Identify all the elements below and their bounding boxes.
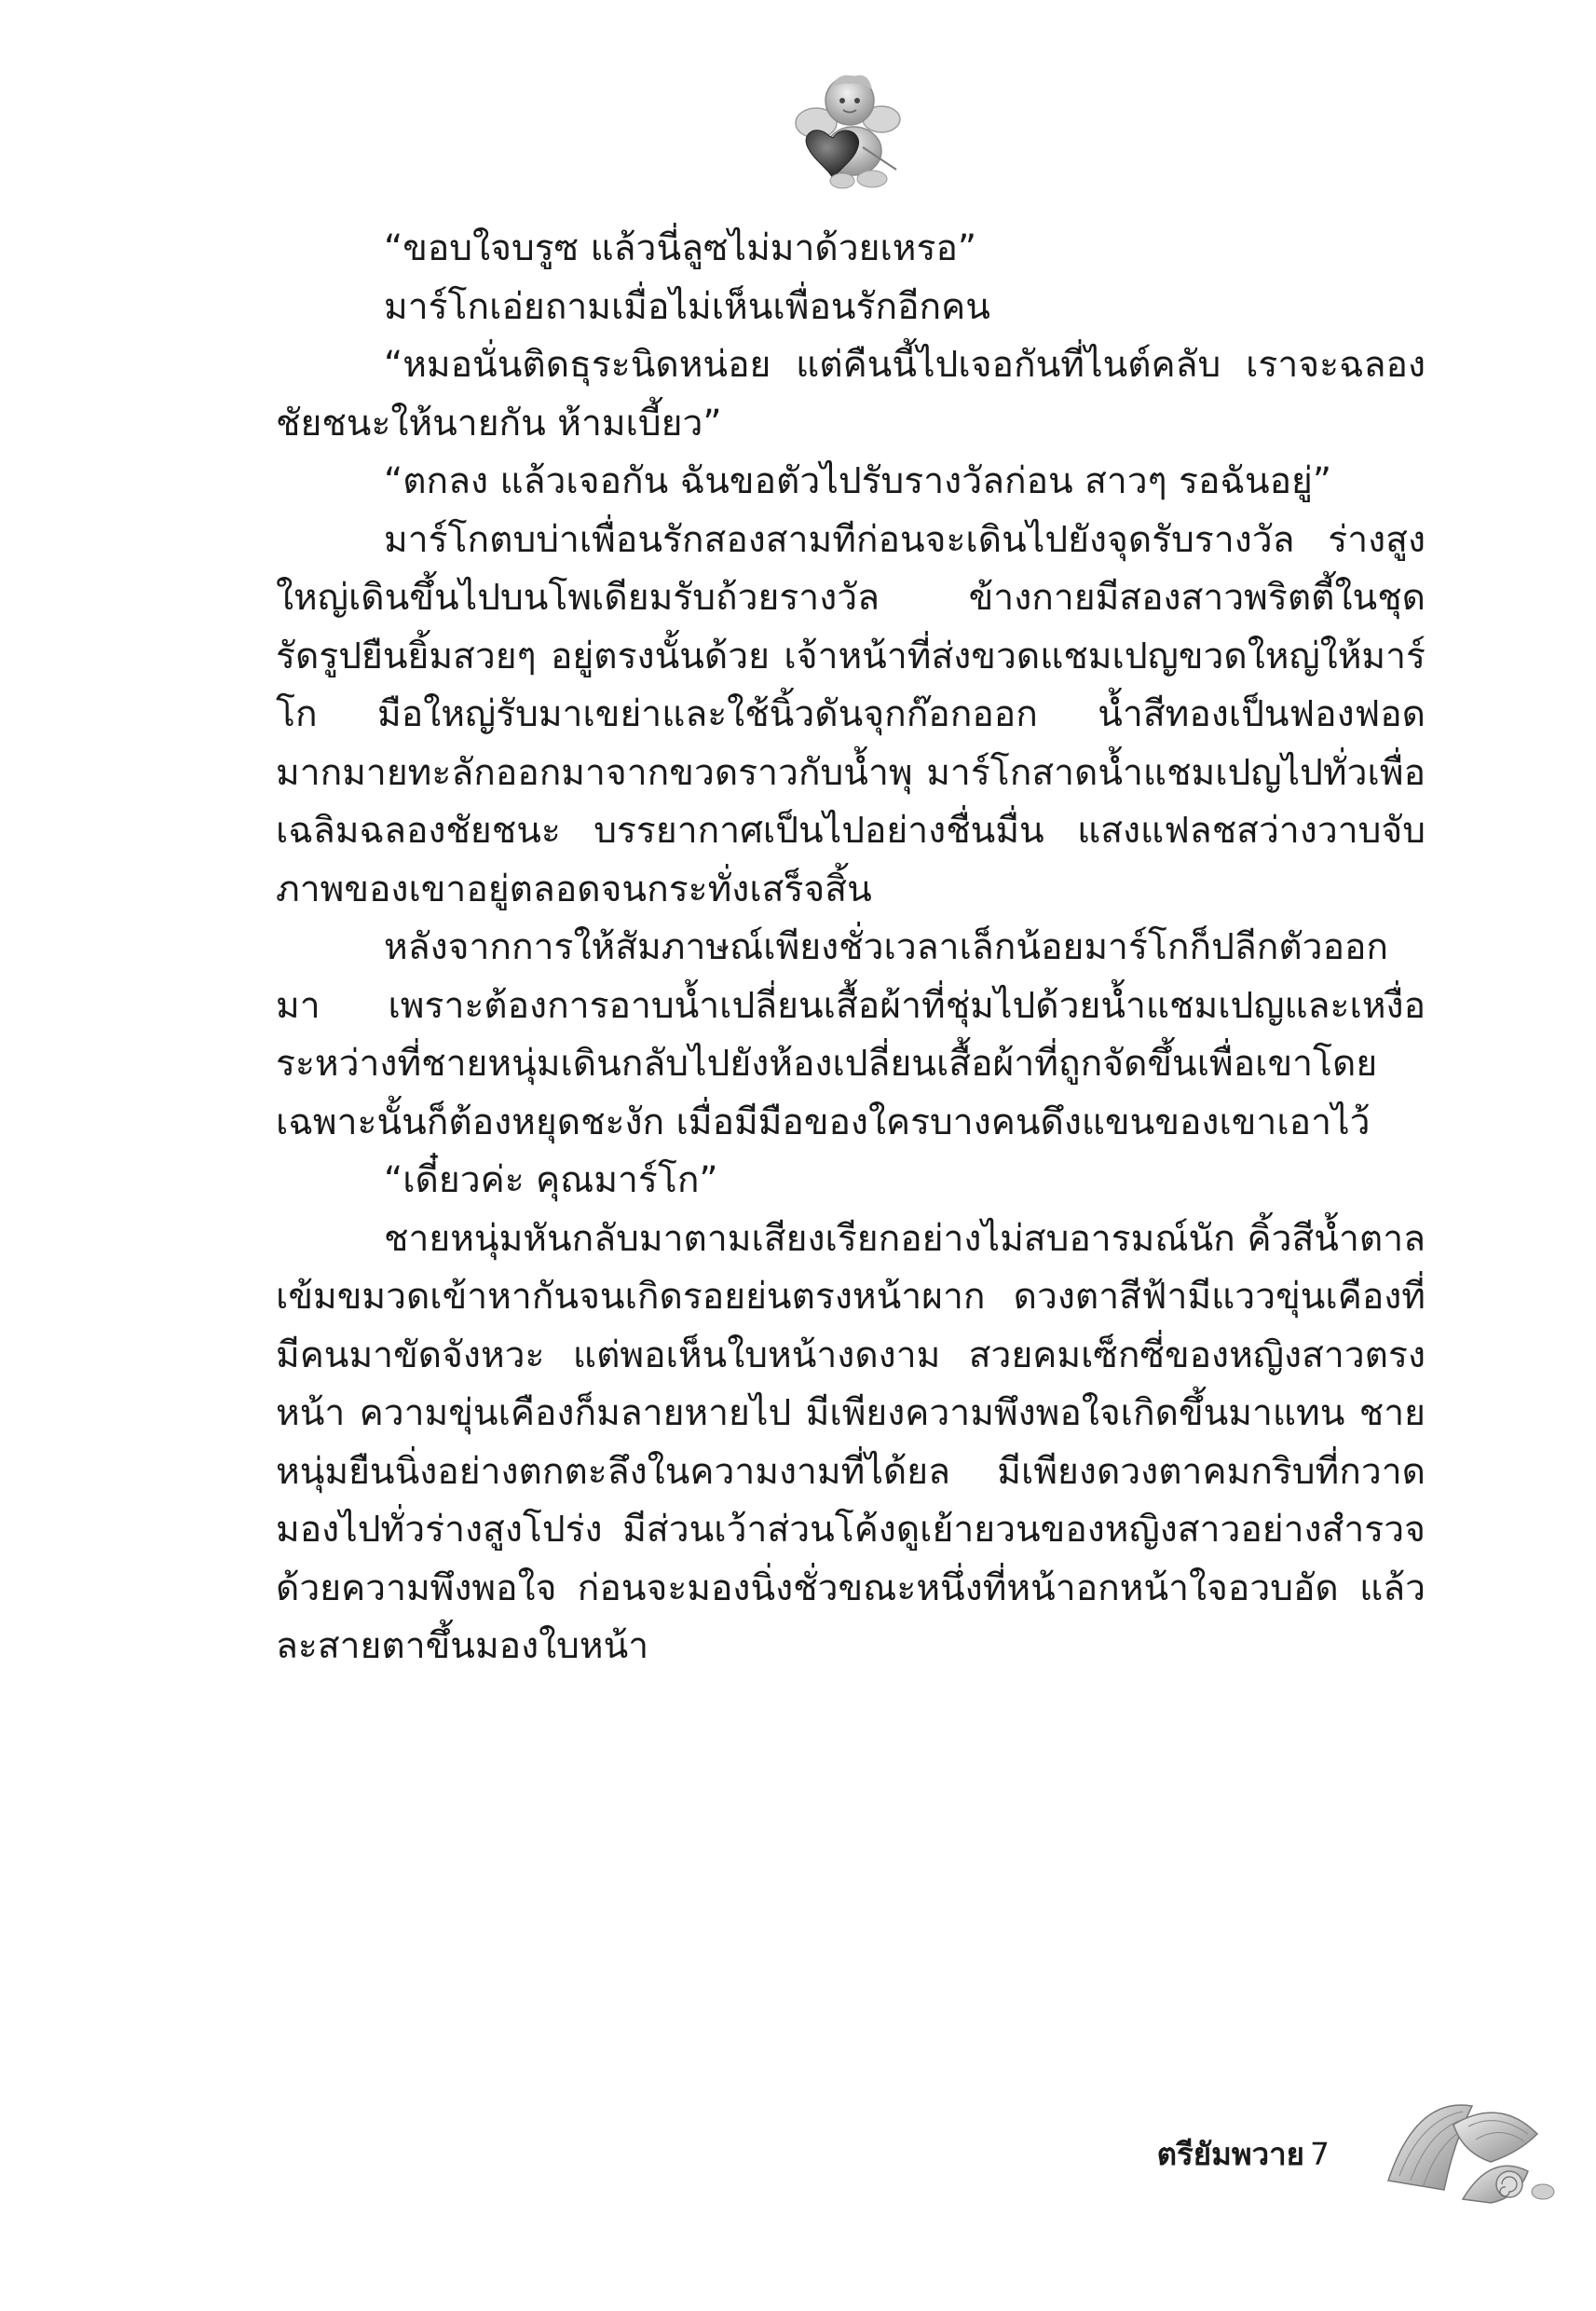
paragraph-8: ชายหนุ่มหันกลับมาตามเสียงเรียกอย่างไม่สบอารมณ์นัก คิ้วสีน้ำตาลเข้มขมวดเข้าหากันจนเกิดรอยย่นตรงหน้าผาก ดวงตาสีฟ้ามีแววขุ่นเคืองที่มีคนมาขัดจังหวะ แต่พอเห็นใบหน้างดงาม สวยคมเซ็กซี่ของหญิงสาวตรงหน้า ความขุ่นเคืองก็มลายหายไป มีเพียงความพึงพอใจเกิดขึ้นมาแทน ชายหนุ่มยืนนิ่งอย่างตกตะลึงในความงามที่ได้ยล มีเพียงดวงตาคมกริบที่กวาดมองไปทั่วร่างสูงโปร่ง มีส่วนเว้าส่วนโค้งดูเย้ายวนของหญิงสาวอย่างสำรวจด้วยความพึงพอใจ ก่อนจะมองนิ่งชั่วขณะหนึ่งที่หน้าอกหน้าใจอวบอัด แล้วละสายตาขึ้นมองใบหน้า xyxy=(276,1217,1425,1667)
paragraph-2: มาร์โกเอ่ยถามเมื่อไม่เห็นเพื่อนรักอีกคน xyxy=(384,285,990,328)
paragraph-5: มาร์โกตบบ่าเพื่อนรักสองสามทีก่อนจะเดินไปยังจุดรับรางวัล ร่างสูงใหญ่เดินขึ้นไปบนโพเดียมรับถ้วยรางวัล ข้างกายมีสองสาวพริตตี้ในชุดรัดรูปยืนยิ้มสวยๆ อยู่ตรงนั้นด้วย เจ้าหน้าที่ส่งขวดแชมเปญขวดใหญ่ให้มาร์โก มือใหญ่รับมาเขย่าและใช้นิ้วดันจุกก๊อกออก น้ำสีทองเป็นฟองฟอดมากมายทะลักออกมาจากขวดราวกับน้ำพุ มาร์โกสาดน้ำแชมเปญไปทั่วเพื่อเฉลิมฉลองชัยชนะ บรรยากาศเป็นไปอย่างชื่นมื่น แสงแฟลชสว่างวาบจับภาพของเขาอยู่ตลอดจนกระทั่งเสร็จสิ้น xyxy=(276,518,1425,910)
paragraph-6: หลังจากการให้สัมภาษณ์เพียงชั่วเวลาเล็กน้อยมาร์โกก็ปลีกตัวออกมา เพราะต้องการอาบน้ำเปลี่ยนเสื้อผ้าที่ชุ่มไปด้วยน้ำแชมเปญและเหงื่อ ระหว่างที่ชายหนุ่มเดินกลับไปยังห้องเปลี่ยนเสื้อผ้าที่ถูกจัดขึ้นเพื่อเขาโดยเฉพาะนั้นก็ต้องหยุดชะงัก เมื่อมีมือของใครบางคนดึงแขนของเขาเอาไว้ xyxy=(276,926,1425,1143)
paragraph-4: “ตกลง แล้วเจอกัน ฉันขอตัวไปรับรางวัลก่อน สาวๆ รอฉันอยู่” xyxy=(384,460,1332,502)
cupid-with-heart-icon xyxy=(792,65,904,196)
paragraph-7: “เดี๋ยวค่ะ คุณมาร์โก” xyxy=(384,1159,718,1201)
story-body xyxy=(276,220,1425,1676)
page-number: 7 xyxy=(1310,2136,1330,2172)
paragraph-1: “ขอบใจบรูซ แล้วนี่ลูซไม่มาด้วยเหรอ” xyxy=(384,227,977,269)
book-title: ตรียัมพวาย xyxy=(1156,2136,1304,2172)
paragraph-3: “หมอนั่นติดธุระนิดหน่อย แต่คืนนี้ไปเจอกันที่ไนต์คลับ เราจะฉลองชัยชนะให้นายกัน ห้ามเบี้ยว” xyxy=(276,344,1425,444)
seashells-icon xyxy=(1379,2087,1556,2208)
